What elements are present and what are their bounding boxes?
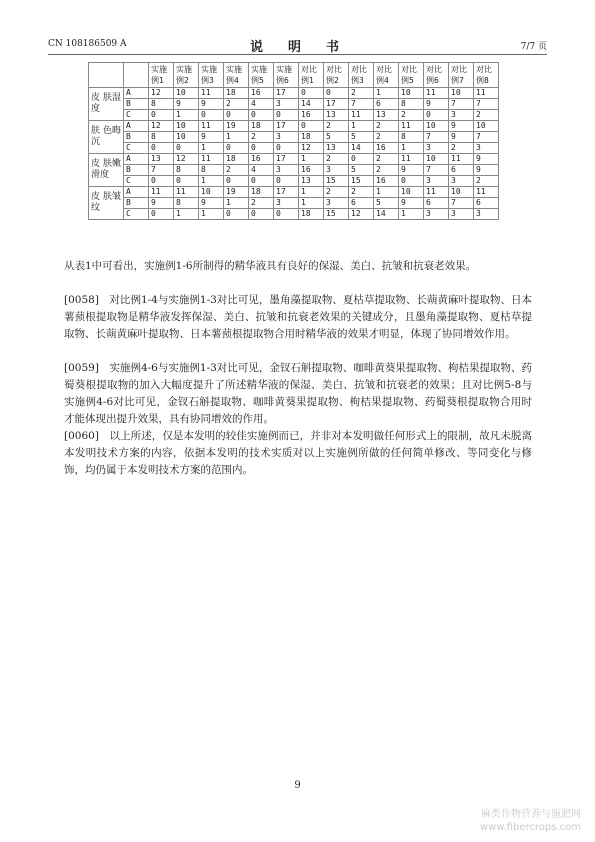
table-cell: 16 <box>249 154 274 165</box>
table-cell: 10 <box>449 187 474 198</box>
table-cell: 9 <box>399 198 424 209</box>
table-cell: 12 <box>349 209 374 220</box>
table-cell: 18 <box>224 88 249 99</box>
table-cell: 9 <box>149 198 174 209</box>
table-cell: 6 <box>449 165 474 176</box>
table-cell: 2 <box>374 121 399 132</box>
table-cell: 3 <box>449 209 474 220</box>
table-cell: 8 <box>149 132 174 143</box>
table-cell: 3 <box>449 110 474 121</box>
table-cell: 1 <box>199 143 224 154</box>
table-cell: 12 <box>149 121 174 132</box>
column-header: 实施例2 <box>174 63 199 88</box>
table-cell: 0 <box>224 143 249 154</box>
table-cell: 14 <box>374 209 399 220</box>
table-cell: 13 <box>299 176 324 187</box>
table-cell: 2 <box>249 132 274 143</box>
table-cell: 11 <box>449 154 474 165</box>
table-row <box>89 209 499 220</box>
table-cell: 12 <box>299 143 324 154</box>
table-cell: 8 <box>199 165 224 176</box>
table-cell: 1 <box>399 209 424 220</box>
table-cell: 9 <box>474 154 499 165</box>
watermark-url: www.fibercrops.com <box>479 822 581 833</box>
table-cell: 9 <box>174 99 199 110</box>
table-cell: 16 <box>249 88 274 99</box>
table-cell: 0 <box>274 110 299 121</box>
table-cell: 14 <box>349 143 374 154</box>
table-cell: 13 <box>149 154 174 165</box>
table-cell: 2 <box>349 88 374 99</box>
column-header: 对比例4 <box>374 63 399 88</box>
table-cell: 9 <box>424 99 449 110</box>
table-cell: 7 <box>474 99 499 110</box>
table-row <box>89 110 499 121</box>
table-row <box>89 121 499 132</box>
paragraph-summary: 从表1中可看出，实施例1-6所制得的精华液具有良好的保湿、美白、抗皱和抗衰老效果。 <box>64 260 477 272</box>
group-label: 皮 肤皱纹 <box>89 187 124 220</box>
column-header: 对比例1 <box>299 63 324 88</box>
table-cell: 11 <box>199 154 224 165</box>
table-cell: 11 <box>399 121 424 132</box>
table-cell: 8 <box>174 165 199 176</box>
table-cell: 0 <box>174 143 199 154</box>
table-cell: 0 <box>199 110 224 121</box>
table-cell: 0 <box>274 143 299 154</box>
table-cell: 2 <box>249 198 274 209</box>
table-cell: 2 <box>374 165 399 176</box>
table-cell: 0 <box>274 176 299 187</box>
table-cell: 10 <box>424 154 449 165</box>
table-cell: 11 <box>399 154 424 165</box>
table-cell: 3 <box>474 209 499 220</box>
table-row <box>89 187 499 198</box>
table-cell: 3 <box>274 132 299 143</box>
table-cell: 3 <box>324 165 349 176</box>
table-cell: 11 <box>424 88 449 99</box>
table-cell: 1 <box>299 187 324 198</box>
table-cell: 10 <box>474 121 499 132</box>
table-cell: 10 <box>399 187 424 198</box>
table-cell: 10 <box>174 121 199 132</box>
table-row <box>89 154 499 165</box>
table-cell: 2 <box>349 187 374 198</box>
table-cell: 8 <box>149 99 174 110</box>
paragraph-0060: [0060] 以上所述，仅是本发明的较佳实施例而已，并非对本发明做任何形式上的限制，故凡未脱离本发明技术方案的内容，依据本发明的技术实质对以上实施例所做的任何简单修改、等同变化与修饰，均仍属于本发明技术方案的范围内。 <box>64 430 532 476</box>
table-cell: 2 <box>474 176 499 187</box>
table-cell: 5 <box>349 165 374 176</box>
table-cell: 11 <box>199 121 224 132</box>
row-sub-label: B <box>124 132 149 143</box>
table-cell: 2 <box>374 132 399 143</box>
table-cell: 7 <box>449 198 474 209</box>
page-number: 9 <box>294 780 301 791</box>
document-title: 说 明 书 <box>249 40 345 55</box>
column-header: 实施例4 <box>224 63 249 88</box>
column-header: 实施例6 <box>274 63 299 88</box>
table-cell: 16 <box>299 110 324 121</box>
column-header: 对比例3 <box>349 63 374 88</box>
table-cell: 6 <box>424 198 449 209</box>
table-cell: 3 <box>449 176 474 187</box>
table-cell: 16 <box>374 176 399 187</box>
table-cell: 1 <box>199 209 224 220</box>
table-cell: 0 <box>149 176 174 187</box>
column-header: 实施例5 <box>249 63 274 88</box>
row-sub-label: A <box>124 187 149 198</box>
table-cell: 6 <box>374 99 399 110</box>
table-cell: 7 <box>424 165 449 176</box>
table-cell: 13 <box>374 110 399 121</box>
column-header: 对比例7 <box>449 63 474 88</box>
table-cell: 0 <box>249 143 274 154</box>
column-header <box>89 63 124 88</box>
table-cell: 19 <box>224 187 249 198</box>
table-cell: 0 <box>149 110 174 121</box>
table-cell: 19 <box>224 121 249 132</box>
table-cell: 5 <box>374 198 399 209</box>
table-row <box>89 165 499 176</box>
table-cell: 7 <box>149 165 174 176</box>
table-cell: 9 <box>399 165 424 176</box>
row-sub-label: C <box>124 176 149 187</box>
table-cell: 2 <box>324 154 349 165</box>
table-cell: 10 <box>399 88 424 99</box>
table-cell: 2 <box>399 110 424 121</box>
table-cell: 9 <box>199 99 224 110</box>
table-cell: 1 <box>224 198 249 209</box>
table-cell: 0 <box>399 176 424 187</box>
table-cell: 1 <box>374 88 399 99</box>
column-header: 对比例8 <box>474 63 499 88</box>
table-cell: 1 <box>174 110 199 121</box>
table-cell: 0 <box>224 209 249 220</box>
table-cell: 7 <box>349 99 374 110</box>
table-cell: 11 <box>474 187 499 198</box>
table-cell: 6 <box>349 198 374 209</box>
table-cell: 10 <box>174 132 199 143</box>
table-cell: 17 <box>274 187 299 198</box>
table-cell: 1 <box>174 209 199 220</box>
patent-number: CN 108186509 A <box>48 39 127 49</box>
table-cell: 18 <box>299 132 324 143</box>
table-header-row <box>89 63 499 88</box>
paragraph-0059: [0059] 实施例4-6与实施例1-3对比可见，金钗石斛提取物、咖啡黄葵果提取物、枸桔果提取物、药蜀葵根提取物的加入大幅度提升了所述精华液的保湿、美白、抗皱和抗衰老的效果；且对比例5-8与实施例4-6对比可见，金钗石斛提取物、咖啡黄葵果提取物、枸桔果提取物、药蜀葵根提取物合用时才能体现出提升效果，具有协同增效的作用。 <box>64 362 532 425</box>
table-cell: 2 <box>224 165 249 176</box>
column-header: 对比例5 <box>399 63 424 88</box>
table-cell: 0 <box>249 209 274 220</box>
table-cell: 4 <box>249 165 274 176</box>
table-cell: 0 <box>349 154 374 165</box>
table-cell: 11 <box>474 88 499 99</box>
table-cell: 13 <box>324 143 349 154</box>
column-header: 对比例6 <box>424 63 449 88</box>
table-cell: 8 <box>399 99 424 110</box>
table-cell: 10 <box>449 88 474 99</box>
table-cell: 7 <box>424 132 449 143</box>
table-cell: 0 <box>249 110 274 121</box>
table-cell: 17 <box>274 121 299 132</box>
page-label: 7/7 页 <box>520 42 547 52</box>
group-label: 肤 色晦沉 <box>89 121 124 154</box>
table-cell: 0 <box>274 209 299 220</box>
row-sub-label: B <box>124 165 149 176</box>
table-cell: 14 <box>299 99 324 110</box>
table-cell: 16 <box>299 165 324 176</box>
row-sub-label: A <box>124 121 149 132</box>
row-sub-label: C <box>124 143 149 154</box>
table-cell: 5 <box>324 132 349 143</box>
table-cell: 1 <box>224 132 249 143</box>
table-cell: 0 <box>299 88 324 99</box>
table-cell: 15 <box>324 209 349 220</box>
table-cell: 2 <box>324 187 349 198</box>
table-cell: 10 <box>424 121 449 132</box>
row-sub-label: B <box>124 99 149 110</box>
column-header: 实施例3 <box>199 63 224 88</box>
results-table <box>88 62 499 220</box>
row-sub-label: B <box>124 198 149 209</box>
table-cell: 1 <box>374 187 399 198</box>
table-cell: 11 <box>199 88 224 99</box>
table-cell: 8 <box>399 132 424 143</box>
table-cell: 5 <box>349 132 374 143</box>
table-cell: 2 <box>324 121 349 132</box>
watermark-title: 麻类作物营养与施肥网 <box>481 809 581 820</box>
table-cell: 3 <box>424 143 449 154</box>
table-cell: 0 <box>224 110 249 121</box>
table-cell: 3 <box>274 198 299 209</box>
header-rule <box>48 54 547 55</box>
table-cell: 17 <box>274 88 299 99</box>
table-row <box>89 88 499 99</box>
table-cell: 2 <box>449 143 474 154</box>
table-cell: 7 <box>449 99 474 110</box>
table-cell: 0 <box>299 121 324 132</box>
table-cell: 9 <box>199 198 224 209</box>
table-cell: 0 <box>224 176 249 187</box>
column-header <box>124 63 149 88</box>
table-cell: 1 <box>299 198 324 209</box>
table-cell: 3 <box>274 99 299 110</box>
table-cell: 11 <box>174 187 199 198</box>
table-cell: 16 <box>374 143 399 154</box>
table-cell: 3 <box>324 198 349 209</box>
table-cell: 0 <box>174 176 199 187</box>
row-sub-label: A <box>124 88 149 99</box>
page-header <box>48 36 547 55</box>
table-cell: 1 <box>349 121 374 132</box>
table-cell: 15 <box>349 176 374 187</box>
table-cell: 9 <box>474 165 499 176</box>
watermark <box>480 808 581 834</box>
table-cell: 3 <box>274 165 299 176</box>
table-cell: 9 <box>199 132 224 143</box>
table-cell: 11 <box>424 187 449 198</box>
table-cell: 18 <box>249 121 274 132</box>
table-row <box>89 198 499 209</box>
table-cell: 1 <box>399 143 424 154</box>
table-cell: 3 <box>424 176 449 187</box>
table-cell: 1 <box>299 154 324 165</box>
table-cell: 18 <box>224 154 249 165</box>
table-cell: 7 <box>474 132 499 143</box>
group-label: 皮 肤湿度 <box>89 88 124 121</box>
table-row <box>89 143 499 154</box>
table-cell: 18 <box>249 187 274 198</box>
table-cell: 18 <box>299 209 324 220</box>
table-cell: 9 <box>449 132 474 143</box>
row-sub-label: C <box>124 209 149 220</box>
table-cell: 10 <box>174 88 199 99</box>
table-row <box>89 99 499 110</box>
table-cell: 12 <box>149 88 174 99</box>
table-cell: 3 <box>424 209 449 220</box>
table-cell: 17 <box>324 99 349 110</box>
table-cell: 3 <box>474 143 499 154</box>
table-row <box>89 132 499 143</box>
table-cell: 6 <box>474 198 499 209</box>
table-cell: 8 <box>174 198 199 209</box>
table-cell: 11 <box>349 110 374 121</box>
table-row <box>89 176 499 187</box>
table-cell: 12 <box>174 154 199 165</box>
table-cell: 0 <box>324 88 349 99</box>
table-cell: 0 <box>249 176 274 187</box>
table-cell: 0 <box>424 110 449 121</box>
table-cell: 2 <box>474 110 499 121</box>
table-cell: 2 <box>224 99 249 110</box>
table-cell: 0 <box>149 143 174 154</box>
paragraph-0058: [0058] 对比例1-4与实施例1-3对比可见，墨角藻提取物、夏枯草提取物、长蒴黄麻叶提取物、日本薯蓣根提取物是精华液发挥保湿、美白、抗皱和抗衰老效果的关键成分，且墨角藻提取物、夏枯草提取物、长蒴黄麻叶提取物、日本薯蓣根提取物合用时精华液的效果才明显，体现了协同增效作用。 <box>64 294 532 340</box>
table-cell: 15 <box>324 176 349 187</box>
table-cell: 1 <box>199 176 224 187</box>
row-sub-label: A <box>124 154 149 165</box>
group-label: 皮 肤嫩 滑度 <box>89 154 124 187</box>
table-cell: 17 <box>274 154 299 165</box>
table-cell: 9 <box>449 121 474 132</box>
table-cell: 0 <box>149 209 174 220</box>
table-cell: 13 <box>324 110 349 121</box>
table-cell: 11 <box>149 187 174 198</box>
table-cell: 4 <box>249 99 274 110</box>
table-cell: 2 <box>374 154 399 165</box>
table-cell: 10 <box>199 187 224 198</box>
column-header: 实施例1 <box>149 63 174 88</box>
column-header: 对比例2 <box>324 63 349 88</box>
row-sub-label: C <box>124 110 149 121</box>
